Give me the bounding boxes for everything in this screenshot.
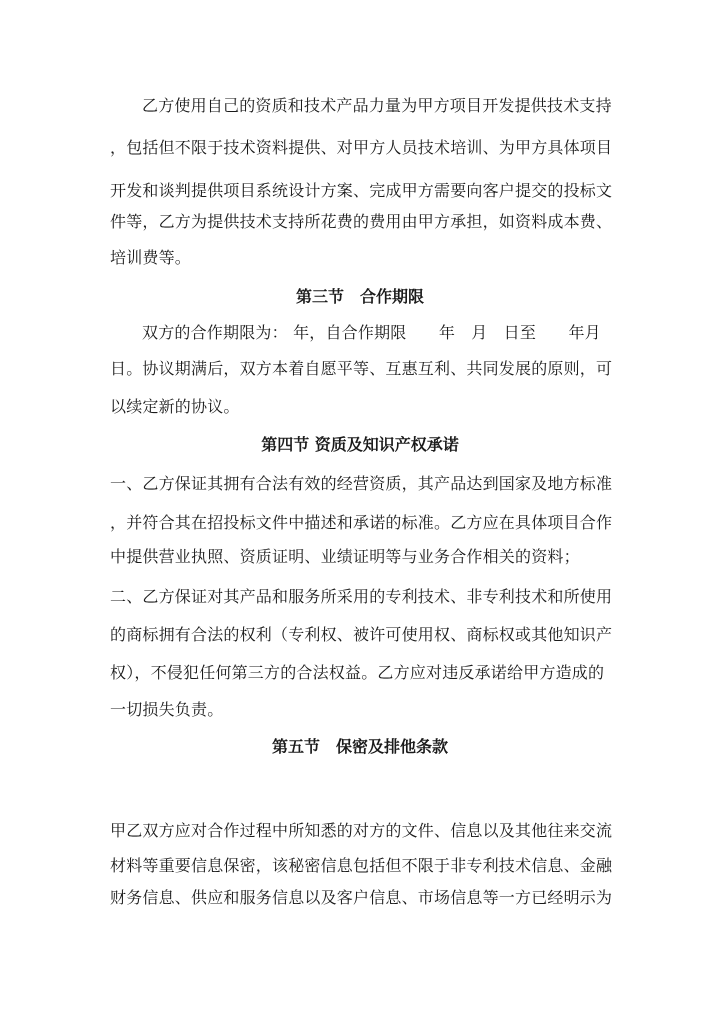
paragraph-line: 双方的合作期限为： 年，自合作期限 年 月 日至 年月 [142, 323, 601, 342]
paragraph-line: 乙方使用自己的资质和技术产品力量为甲方项目开发提供技术支持 [142, 96, 612, 115]
paragraph-line: 件等，乙方为提供技术支持所花费的费用由甲方承担，如资料成本费、 [110, 212, 613, 231]
paragraph-line: 权），不侵犯任何第三方的合法权益。乙方应对违反承诺给甲方造成的 [110, 663, 605, 682]
paragraph-line: 一、乙方保证其拥有合法有效的经营资质，其产品达到国家及地方标准 [110, 474, 613, 493]
paragraph-line: 的商标拥有合法的权利（专利权、被许可使用权、商标权或其他知识产 [110, 625, 613, 644]
paragraph-line: 材料等重要信息保密，该秘密信息包括但不限于非专利技术信息、金融 [110, 856, 613, 875]
section-heading: 第三节 合作期限 [295, 287, 424, 306]
paragraph-line: 二、乙方保证对其产品和服务所采用的专利技术、非专利技术和所使用 [110, 587, 613, 606]
paragraph-line: 中提供营业执照、资质证明、业绩证明等与业务合作相关的资料； [110, 547, 580, 566]
paragraph-line: 财务信息、供应和服务信息以及客户信息、市场信息等一方已经明示为 [110, 888, 613, 907]
paragraph-line: 开发和谈判提供项目系统设计方案、完成甲方需要向客户提交的投标文 [110, 181, 613, 200]
section-heading: 第五节 保密及排他条款 [271, 737, 448, 756]
paragraph-line: ，包括但不限于技术资料提供、对甲方人员技术培训、为甲方具体项目 [110, 138, 613, 157]
paragraph-line: 甲乙双方应对合作过程中所知悉的对方的文件、信息以及其他往来交流 [110, 821, 613, 840]
paragraph-line: 以续定新的协议。 [110, 397, 240, 416]
paragraph-line: ，并符合其在招投标文件中描述和承诺的标准。乙方应在具体项目合作 [110, 513, 613, 532]
paragraph-line: 一切损失负责。 [110, 700, 224, 719]
paragraph-line: 培训费等。 [110, 248, 192, 267]
section-heading: 第四节 资质及知识产权承诺 [261, 435, 459, 454]
paragraph-line: 日。协议期满后，双方本着自愿平等、互惠互利、共同发展的原则，可 [110, 359, 613, 378]
